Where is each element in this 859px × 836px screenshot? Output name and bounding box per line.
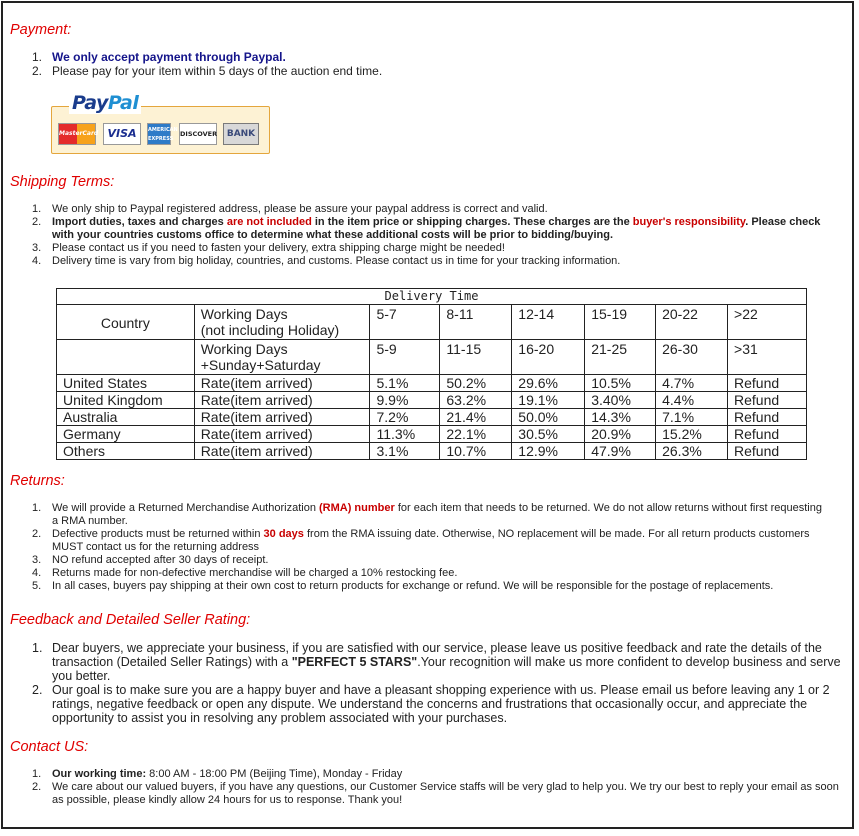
country-cell: United States	[57, 375, 195, 392]
paypal-wordmark: PayPal	[69, 92, 141, 114]
country-cell: Australia	[57, 409, 195, 426]
rate-label-cell: Rate(item arrived)	[194, 392, 370, 409]
range-cell: 12-14	[512, 305, 585, 340]
range-cell: 15-19	[585, 305, 656, 340]
table-row	[57, 426, 807, 443]
contact-list	[32, 768, 842, 807]
rate-cell: 21.4%	[440, 409, 512, 426]
range-cell: >22	[728, 305, 807, 340]
range-cell: 20-22	[656, 305, 728, 340]
delivery-time-table	[56, 288, 807, 460]
rate-cell: 12.9%	[512, 443, 585, 460]
country-cell: Germany	[57, 426, 195, 443]
rate-cell: 20.9%	[585, 426, 656, 443]
payment-list	[32, 50, 842, 78]
rate-cell: 5.1%	[370, 375, 440, 392]
working-days-header: Working Days (not including Holiday)	[194, 305, 370, 340]
table-caption: Delivery Time	[57, 289, 807, 305]
rate-cell: 22.1%	[440, 426, 512, 443]
range-cell: 21-25	[585, 340, 656, 375]
paypal-logo	[51, 94, 270, 154]
range-cell: 5-9	[370, 340, 440, 375]
rate-cell: Refund	[728, 375, 807, 392]
rate-label-cell: Rate(item arrived)	[194, 375, 370, 392]
shipping-heading: Shipping Terms:	[10, 174, 115, 190]
rate-cell: 4.4%	[656, 392, 728, 409]
contact-heading: Contact US:	[10, 739, 89, 755]
list-item: 2. Import duties, taxes and charges are not included in the item price or shipping charges. These charges are the buyer's responsibility. Please check with your countries customs office to determine what these additional costs will be prior to bidding/buying.	[32, 216, 821, 241]
list-item: 3. Please contact us if you need to fasten your delivery, extra shipping charge might be needed!	[32, 242, 505, 254]
rate-label-cell: Rate(item arrived)	[194, 409, 370, 426]
rate-cell: 29.6%	[512, 375, 585, 392]
rate-cell: 3.40%	[585, 392, 656, 409]
list-item: 1. We only ship to Paypal registered address, please be assure your paypal address is correct and valid.	[32, 203, 548, 215]
rate-cell: 11.3%	[370, 426, 440, 443]
country-cell: United Kingdom	[57, 392, 195, 409]
list-item: 2. Please pay for your item within 5 days of the auction end time.	[32, 64, 383, 78]
rate-label-cell: Rate(item arrived)	[194, 426, 370, 443]
rate-cell: Refund	[728, 443, 807, 460]
table-header-row	[57, 340, 807, 375]
rate-cell: 3.1%	[370, 443, 440, 460]
list-item: 1. Our working time: 8:00 AM - 18:00 PM (Beijing Time), Monday - Friday	[32, 768, 403, 780]
rate-cell: Refund	[728, 426, 807, 443]
list-item: 1. We only accept payment through Paypal.	[32, 50, 286, 64]
shipping-list	[32, 203, 842, 268]
bank-icon: BANK	[223, 123, 259, 145]
range-cell: 16-20	[512, 340, 585, 375]
range-cell: 5-7	[370, 305, 440, 340]
rate-cell: 7.1%	[656, 409, 728, 426]
country-cell: Others	[57, 443, 195, 460]
returns-heading: Returns:	[10, 473, 65, 489]
table-row	[57, 392, 807, 409]
rate-cell: 7.2%	[370, 409, 440, 426]
table-caption-row	[57, 289, 807, 305]
feedback-heading: Feedback and Detailed Seller Rating:	[10, 612, 251, 628]
rate-cell: Refund	[728, 409, 807, 426]
list-item: 1. Dear buyers, we appreciate your business, if you are satisfied with our service, please leave us positive feedback and rate the details of the transaction (Detailed Seller Ratings) with a "PERFECT 5 STARS".Your recognition will make us more confident to develop business and serve you better.	[32, 641, 841, 683]
rate-cell: 26.3%	[656, 443, 728, 460]
list-item: 4. Delivery time is vary from big holiday, countries, and customs. Please contact us in time for your tracking information.	[32, 255, 621, 267]
list-item: 3. NO refund accepted after 30 days of receipt.	[32, 554, 269, 566]
list-item: 4. Returns made for non-defective merchandise will be charged a 10% restocking fee.	[32, 567, 458, 579]
amex-icon: AMERICAN EXPRESS	[147, 123, 171, 145]
list-item: 5. In all cases, buyers pay shipping at their own cost to return products for exchange or refund. We will be responsible for the postage of replacements.	[32, 580, 774, 592]
rate-cell: 10.5%	[585, 375, 656, 392]
empty-cell	[57, 340, 195, 375]
rate-label-cell: Rate(item arrived)	[194, 443, 370, 460]
table-row	[57, 375, 807, 392]
mastercard-icon: MasterCard	[58, 123, 96, 145]
range-cell: >31	[728, 340, 807, 375]
rate-cell: 47.9%	[585, 443, 656, 460]
payment-heading: Payment:	[10, 22, 72, 38]
rate-cell: 30.5%	[512, 426, 585, 443]
feedback-list	[32, 641, 842, 725]
rate-cell: 50.2%	[440, 375, 512, 392]
table-row	[57, 443, 807, 460]
range-cell: 26-30	[656, 340, 728, 375]
rate-cell: 14.3%	[585, 409, 656, 426]
rate-cell: 9.9%	[370, 392, 440, 409]
rate-cell: 19.1%	[512, 392, 585, 409]
rate-cell: 4.7%	[656, 375, 728, 392]
table-header-row	[57, 305, 807, 340]
rate-cell: 50.0%	[512, 409, 585, 426]
list-item: 2. We care about our valued buyers, if you have any questions, our Customer Service staffs will be very glad to help you. We try our best to reply your email as soon as possible, please kindly allow 24 hours for us to response. Thank you!	[32, 781, 839, 806]
table-row	[57, 409, 807, 426]
list-item: 2. Defective products must be returned within 30 days from the RMA issuing date. Otherwise, NO replacement will be made. For all return products customers MUST contact us for the returning address	[32, 528, 810, 553]
list-item: 1. We will provide a Returned Merchandise Authorization (RMA) number for each item that needs to be returned. We do not allow returns without first requesting a RMA number.	[32, 502, 822, 527]
visa-icon: VISA	[103, 123, 141, 145]
rate-cell: 63.2%	[440, 392, 512, 409]
returns-list	[32, 502, 822, 593]
list-item: 2. Our goal is to make sure you are a happy buyer and have a pleasant shopping experience with us. Please email us before leaving any 1 or 2 ratings, negative feedback or open any dispute. We understand the concerns and frustrations that occasionally occur, and appreciate the opportunity to assist you in resolving any problem associated with your purchases.	[32, 683, 830, 725]
rate-cell: Refund	[728, 392, 807, 409]
range-cell: 11-15	[440, 340, 512, 375]
range-cell: 8-11	[440, 305, 512, 340]
rate-cell: 10.7%	[440, 443, 512, 460]
discover-icon: DISCOVER	[179, 123, 217, 145]
working-days-header: Working Days +Sunday+Saturday	[194, 340, 370, 375]
country-header: Country	[57, 305, 195, 340]
rate-cell: 15.2%	[656, 426, 728, 443]
